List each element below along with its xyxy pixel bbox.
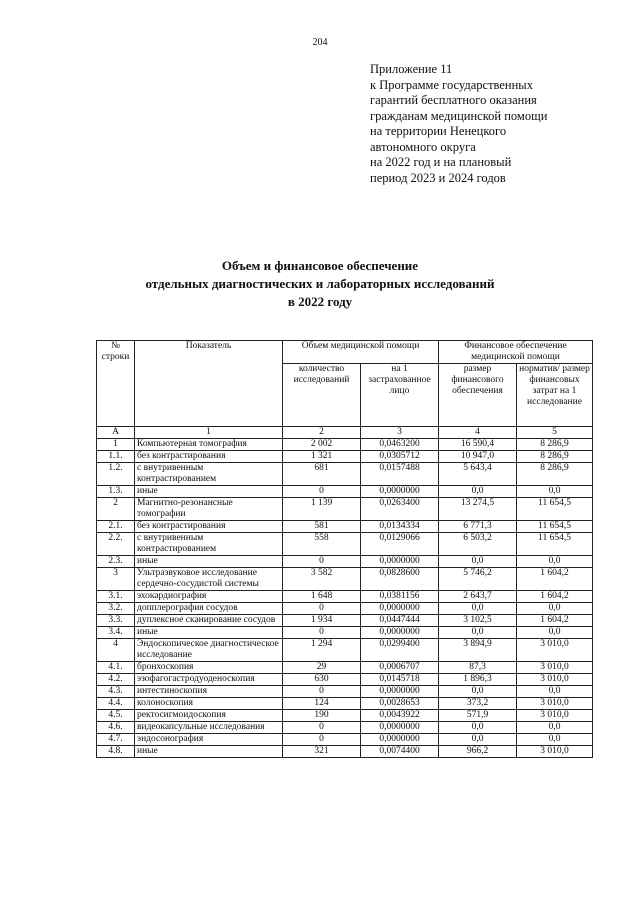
per-insured-cell: 0,0000000 [361,603,439,615]
count-cell: 1 648 [283,591,361,603]
finance-cell: 5 643,4 [439,463,517,486]
appendix-line: на территории Ненецкого [370,124,507,138]
finance-cell: 5 746,2 [439,568,517,591]
indicator-cell: без контрастирования [135,521,283,533]
finance-cell: 1 896,3 [439,674,517,686]
indicator-cell: без контрастирования [135,451,283,463]
table-row [97,674,593,686]
indicator-cell: видеокапсульные исследования [135,722,283,734]
finance-cell: 87,3 [439,662,517,674]
finance-cell: 0,0 [439,486,517,498]
header-count: количество исследований [283,364,361,427]
per-insured-cell: 0,0000000 [361,486,439,498]
per-insured-cell: 0,0134334 [361,521,439,533]
count-cell: 0 [283,686,361,698]
table-row [97,603,593,615]
count-cell: 558 [283,533,361,556]
table-row [97,662,593,674]
finance-cell: 6 503,2 [439,533,517,556]
row-number: 1 [97,439,135,451]
title-line: Объем и финансовое обеспечение [221,258,419,273]
indicator-cell: с внутривенным контрастированием [135,533,283,556]
count-cell: 1 321 [283,451,361,463]
row-number: 4.3. [97,686,135,698]
finance-cell: 966,2 [439,746,517,758]
count-cell: 0 [283,603,361,615]
data-table [96,340,593,758]
per-insured-cell: 0,0463200 [361,439,439,451]
norm-cell: 3 010,0 [517,674,593,686]
row-number: 4 [97,639,135,662]
table-row [97,533,593,556]
column-number: А [97,427,135,439]
indicator-cell: Магнитно-резонансные томографии [135,498,283,521]
table-row [97,615,593,627]
table-row [97,521,593,533]
appendix-line: гарантий бесплатного оказания [370,93,537,107]
norm-cell: 11 654,5 [517,533,593,556]
indicator-cell: иные [135,486,283,498]
table-row [97,439,593,451]
table-row [97,591,593,603]
finance-cell: 0,0 [439,686,517,698]
row-number: 4.6. [97,722,135,734]
finance-cell: 13 274,5 [439,498,517,521]
indicator-cell: бронхоскопия [135,662,283,674]
table-row [97,686,593,698]
count-cell: 0 [283,556,361,568]
per-insured-cell: 0,0000000 [361,556,439,568]
norm-cell: 8 286,9 [517,439,593,451]
finance-cell: 3 894,9 [439,639,517,662]
indicator-cell: интестиноскопия [135,686,283,698]
per-insured-cell: 0,0381156 [361,591,439,603]
table-row [97,639,593,662]
norm-cell: 11 654,5 [517,521,593,533]
norm-cell: 3 010,0 [517,698,593,710]
norm-cell: 8 286,9 [517,463,593,486]
per-insured-cell: 0,0157488 [361,463,439,486]
per-insured-cell: 0,0000000 [361,734,439,746]
appendix-line: автономного округа [370,139,476,154]
appendix-line: период 2023 и 2024 годов [370,170,506,185]
row-number: 2.1. [97,521,135,533]
row-number: 4.2. [97,674,135,686]
count-cell: 3 582 [283,568,361,591]
row-number: 3.2. [97,603,135,615]
column-number: 2 [283,427,361,439]
row-number: 4.7. [97,734,135,746]
finance-cell: 16 590,4 [439,439,517,451]
table-row [97,556,593,568]
finance-cell: 0,0 [439,556,517,568]
table-row [97,722,593,734]
norm-cell: 0,0 [517,486,593,498]
indicator-cell: эхокардиография [135,591,283,603]
indicator-cell: эзофагогастродуоденоскопия [135,674,283,686]
indicator-cell: дуплексное сканирование сосудов [135,615,283,627]
indicator-cell: колоноскопия [135,698,283,710]
column-number: 4 [439,427,517,439]
page-number: 204 [312,37,328,48]
finance-cell: 3 102,5 [439,615,517,627]
row-number: 1.3. [97,486,135,498]
header-fin-size: размер финансового обеспечения [439,364,517,427]
appendix-line: Приложение 11 [370,62,453,76]
appendix-note [370,62,620,186]
norm-cell: 1 604,2 [517,615,593,627]
count-cell: 1 934 [283,615,361,627]
count-cell: 0 [283,627,361,639]
per-insured-cell: 0,0828600 [361,568,439,591]
header-volume: Объем медицинской помощи [283,341,439,364]
count-cell: 124 [283,698,361,710]
per-insured-cell: 0,0305712 [361,451,439,463]
indicator-cell: ректосигмоидоскопия [135,710,283,722]
norm-cell: 0,0 [517,556,593,568]
norm-cell: 0,0 [517,722,593,734]
count-cell: 321 [283,746,361,758]
row-number: 2.3. [97,556,135,568]
count-cell: 581 [283,521,361,533]
count-cell: 190 [283,710,361,722]
norm-cell: 1 604,2 [517,568,593,591]
per-insured-cell: 0,0000000 [361,627,439,639]
column-number: 3 [361,427,439,439]
row-number: 3.4. [97,627,135,639]
norm-cell: 0,0 [517,603,593,615]
row-number: 1.2. [97,463,135,486]
finance-cell: 6 771,3 [439,521,517,533]
count-cell: 630 [283,674,361,686]
count-cell: 681 [283,463,361,486]
header-norm: норматив/ размер финансовых затрат на 1 исследование [517,364,593,427]
per-insured-cell: 0,0000000 [361,722,439,734]
count-cell: 1 139 [283,498,361,521]
count-cell: 0 [283,734,361,746]
indicator-cell: иные [135,556,283,568]
per-insured-cell: 0,0074400 [361,746,439,758]
finance-cell: 0,0 [439,734,517,746]
indicator-cell: эндосонография [135,734,283,746]
row-number: 4.1. [97,662,135,674]
per-insured-cell: 0,0028653 [361,698,439,710]
norm-cell: 0,0 [517,734,593,746]
finance-cell: 10 947,0 [439,451,517,463]
per-insured-cell: 0,0043922 [361,710,439,722]
count-cell: 2 002 [283,439,361,451]
indicator-cell: Ультразвуковое исследование сердечно-сосудистой системы [135,568,283,591]
column-number: 1 [135,427,283,439]
row-number: 4.4. [97,698,135,710]
norm-cell: 0,0 [517,686,593,698]
per-insured-cell: 0,0000000 [361,686,439,698]
header-per-insured: на 1 застрахованное лицо [361,364,439,427]
row-number: 3.1. [97,591,135,603]
per-insured-cell: 0,0145718 [361,674,439,686]
finance-cell: 2 643,7 [439,591,517,603]
column-number: 5 [517,427,593,439]
finance-cell: 373,2 [439,698,517,710]
row-number: 2 [97,498,135,521]
title-line: в 2022 году [287,294,353,309]
title-line: отдельных диагностических и лабораторных исследований [145,276,495,291]
finance-cell: 0,0 [439,627,517,639]
row-number: 4.8. [97,746,135,758]
header-finance: Финансовое обеспечение медицинской помощи [439,341,593,364]
indicator-cell: допплерография сосудов [135,603,283,615]
per-insured-cell: 0,0006707 [361,662,439,674]
per-insured-cell: 0,0129066 [361,533,439,556]
count-cell: 1 294 [283,639,361,662]
count-cell: 29 [283,662,361,674]
appendix-line: гражданам медицинской помощи [370,108,548,123]
table-row [97,698,593,710]
table-row [97,734,593,746]
row-number: 3.3. [97,615,135,627]
indicator-cell: иные [135,627,283,639]
indicator-cell: Компьютерная томография [135,439,283,451]
row-number: 4.5. [97,710,135,722]
count-cell: 0 [283,486,361,498]
row-number: 3 [97,568,135,591]
finance-cell: 0,0 [439,722,517,734]
finance-cell: 571,9 [439,710,517,722]
table-body [97,439,593,758]
per-insured-cell: 0,0447444 [361,615,439,627]
norm-cell: 3 010,0 [517,746,593,758]
indicator-cell: иные [135,746,283,758]
norm-cell: 11 654,5 [517,498,593,521]
appendix-line: к Программе государственных [370,77,533,92]
norm-cell: 3 010,0 [517,639,593,662]
norm-cell: 3 010,0 [517,662,593,674]
row-number: 2.2. [97,533,135,556]
table-row [97,568,593,591]
table-row [97,710,593,722]
norm-cell: 0,0 [517,627,593,639]
table-row [97,463,593,486]
table-row [97,746,593,758]
per-insured-cell: 0,0263400 [361,498,439,521]
indicator-cell: с внутривенным контрастированием [135,463,283,486]
table-row [97,498,593,521]
document-title [0,257,640,311]
count-cell: 0 [283,722,361,734]
norm-cell: 1 604,2 [517,591,593,603]
norm-cell: 3 010,0 [517,710,593,722]
table-row [97,451,593,463]
row-number: 1.1. [97,451,135,463]
header-indicator: Показатель [135,341,283,427]
table-row [97,486,593,498]
per-insured-cell: 0,0299400 [361,639,439,662]
header-row-number: № строки [97,341,135,427]
norm-cell: 8 286,9 [517,451,593,463]
table-row [97,627,593,639]
appendix-line: на 2022 год и на плановый [370,155,512,169]
indicator-cell: Эндоскопическое диагностическое исследование [135,639,283,662]
finance-cell: 0,0 [439,603,517,615]
